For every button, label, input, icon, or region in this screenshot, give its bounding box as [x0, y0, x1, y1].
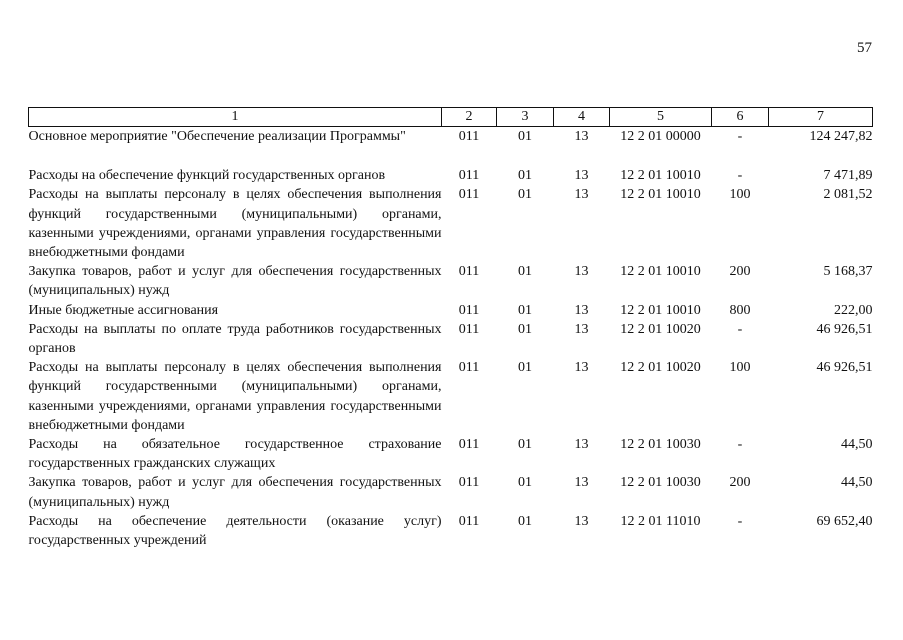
row-pr: 13: [574, 360, 589, 376]
row-rz: 01: [518, 513, 532, 529]
row-rz: 01: [518, 129, 532, 144]
row-csr: 12 2 01 00000: [620, 129, 701, 144]
row-vr: 200: [729, 475, 751, 491]
row-rz: 01: [518, 475, 532, 491]
row-name: Иные бюджетные ассигнования: [28, 302, 219, 318]
row-vr: -: [737, 168, 743, 184]
row-spacer: [29, 146, 873, 166]
header-col-5: 5: [610, 108, 712, 127]
row-pr: 13: [574, 168, 589, 184]
table-row: [29, 127, 873, 147]
row-csr: 12 2 01 10010: [620, 168, 701, 184]
row-amount: 46 926,51: [816, 321, 873, 337]
row-csr: 12 2 01 11010: [620, 513, 701, 529]
row-vr: -: [737, 129, 743, 144]
header-col-4: 4: [554, 108, 610, 127]
row-name: Расходы на выплаты персоналу в целях обеспечения выполнения функций государственными (муниципальными) органами, казенными учреждениями, органами управления государственными внебюджетными фондами: [28, 360, 442, 433]
row-rz: 01: [518, 360, 532, 376]
row-grbs: 011: [458, 360, 480, 376]
row-grbs: 011: [458, 168, 480, 184]
row-amount: 2 081,52: [823, 187, 873, 203]
table-row: [29, 262, 873, 300]
table-row: [29, 320, 873, 358]
row-pr: 13: [574, 437, 589, 453]
row-name: Расходы на выплаты персоналу в целях обеспечения выполнения функций государственными (муниципальными) органами, казенными учреждениями, органами управления государственными внебюджетными фондами: [28, 187, 442, 261]
row-pr: 13: [574, 264, 589, 280]
row-csr: 12 2 01 10030: [620, 475, 701, 491]
table-row: [29, 358, 873, 435]
row-vr: 100: [729, 187, 751, 203]
header-col-7: 7: [769, 108, 873, 127]
row-grbs: 011: [458, 302, 480, 318]
row-vr: 100: [729, 360, 751, 376]
row-grbs: 011: [458, 264, 480, 280]
table-row: [29, 473, 873, 511]
row-grbs: 011: [458, 321, 480, 337]
row-grbs: 011: [458, 437, 480, 453]
row-csr: 12 2 01 10020: [620, 360, 701, 376]
row-rz: 01: [518, 437, 532, 453]
row-rz: 01: [518, 302, 532, 318]
header-col-6: 6: [712, 108, 769, 127]
row-vr: -: [737, 321, 743, 337]
row-rz: 01: [518, 168, 532, 184]
row-rz: 01: [518, 321, 532, 337]
page-number: 57: [857, 40, 872, 56]
table-row: [29, 435, 873, 473]
table-row: [29, 185, 873, 262]
header-row: [29, 108, 873, 127]
row-vr: 200: [729, 264, 751, 280]
header-col-3: 3: [497, 108, 554, 127]
row-name: Основное мероприятие "Обеспечение реализации Программы": [28, 129, 406, 144]
row-name: Закупка товаров, работ и услуг для обеспечения государственных (муниципальных) нужд: [28, 264, 442, 299]
table-header: [29, 108, 873, 127]
table-body: [29, 127, 873, 551]
row-name: Закупка товаров, работ и услуг для обеспечения государственных (муниципальных) нужд: [28, 475, 442, 510]
row-amount: 222,00: [834, 302, 873, 318]
row-name: Расходы на обеспечение функций государственных органов: [28, 168, 386, 184]
row-amount: 46 926,51: [816, 360, 873, 376]
row-vr: 800: [729, 302, 751, 318]
row-grbs: 011: [458, 475, 480, 491]
row-grbs: 011: [458, 513, 480, 529]
header-col-1: 1: [29, 108, 442, 127]
row-pr: 13: [574, 513, 589, 529]
row-vr: -: [737, 437, 743, 453]
row-amount: 44,50: [841, 437, 873, 453]
row-grbs: 011: [458, 187, 480, 203]
row-name: Расходы на обязательное государственное страхование государственных гражданских служащих: [28, 437, 442, 472]
row-csr: 12 2 01 10020: [620, 321, 701, 337]
row-csr: 12 2 01 10010: [620, 302, 701, 318]
row-amount: 7 471,89: [823, 168, 873, 184]
row-pr: 13: [574, 475, 589, 491]
row-amount: 69 652,40: [816, 513, 873, 529]
table-row: [29, 166, 873, 185]
row-grbs: 011: [458, 129, 480, 144]
row-amount: 44,50: [841, 475, 873, 491]
row-name: Расходы на обеспечение деятельности (оказание услуг) государственных учреждений: [28, 513, 442, 549]
budget-table: [28, 107, 873, 550]
table-row: [29, 512, 873, 550]
row-pr: 13: [574, 187, 589, 203]
row-vr: -: [737, 513, 743, 529]
row-amount: 5 168,37: [823, 264, 873, 280]
row-rz: 01: [518, 264, 532, 280]
row-csr: 12 2 01 10030: [620, 437, 701, 453]
row-amount: 124 247,82: [809, 129, 873, 144]
header-col-2: 2: [442, 108, 497, 127]
row-csr: 12 2 01 10010: [620, 264, 701, 280]
row-rz: 01: [518, 187, 532, 203]
row-pr: 13: [574, 321, 589, 337]
row-pr: 13: [574, 129, 589, 144]
table-row: [29, 301, 873, 320]
row-name: Расходы на выплаты по оплате труда работников государственных органов: [28, 321, 442, 357]
row-csr: 12 2 01 10010: [620, 187, 701, 203]
row-pr: 13: [574, 302, 589, 318]
